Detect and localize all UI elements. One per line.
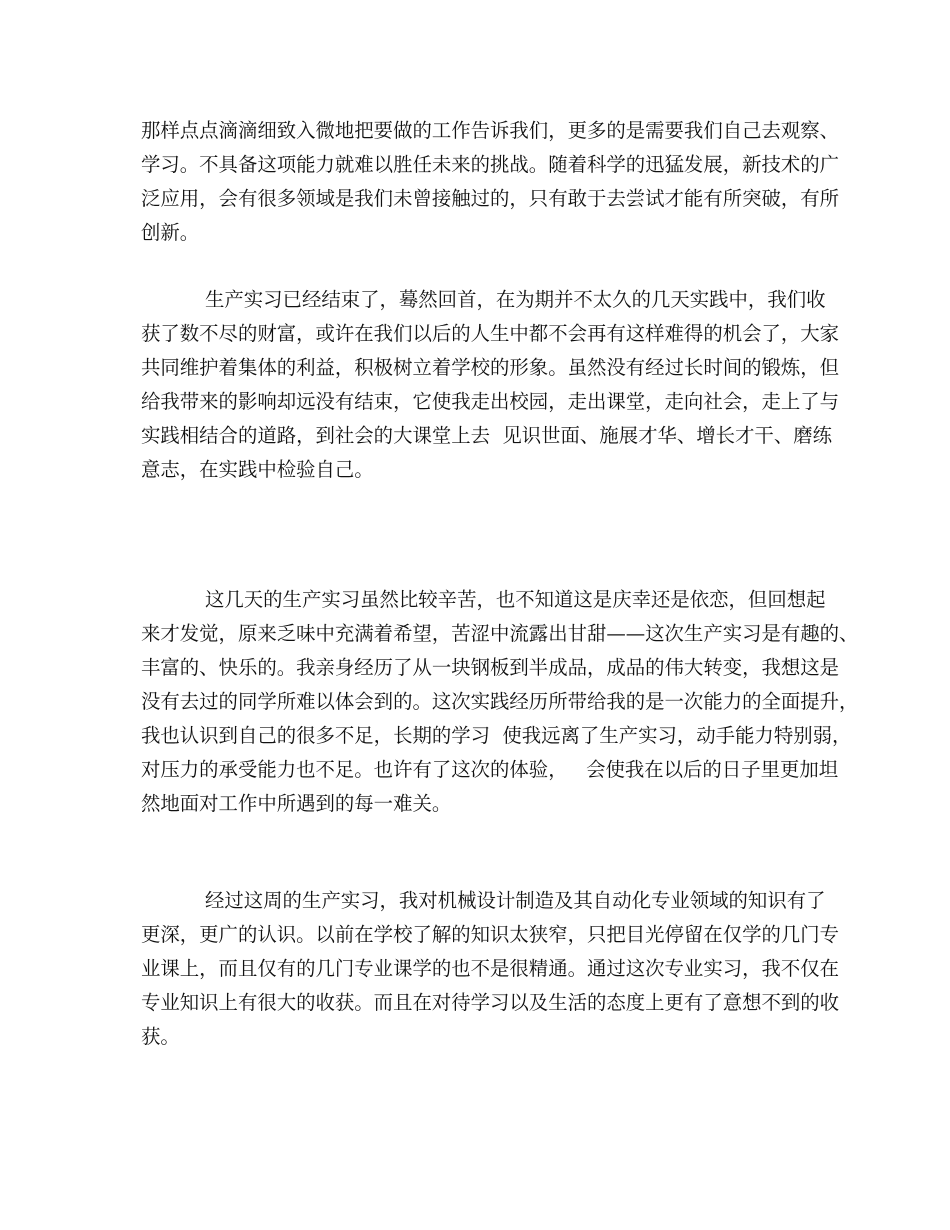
paragraph-line: 专业知识上有很大的收获。而且在对待学习以及生活的态度上更有了意想不到的收 bbox=[141, 991, 840, 1014]
paragraph-line: 实践相结合的道路，到社会的大课堂上去 见识世面、施展才华、增长才干、磨练 bbox=[141, 424, 832, 447]
paragraph-line: 然地面对工作中所遇到的每一难关。 bbox=[141, 792, 452, 815]
paragraph-line: 获了数不尽的财富，或许在我们以后的人生中都不会再有这样难得的机会了，大家 bbox=[141, 322, 840, 345]
paragraph-line: 那样点点滴滴细致入微地把要做的工作告诉我们，更多的是需要我们自己去观察、 bbox=[141, 119, 840, 142]
paragraph-line: 获。 bbox=[141, 1025, 180, 1048]
paragraph-line: 我也认识到自己的很多不足，长期的学习 使我远离了生产实习，动手能力特别弱， bbox=[141, 724, 852, 747]
paragraph-line: 学习。不具备这项能力就难以胜任未来的挑战。随着科学的迅猛发展，新技术的广 bbox=[141, 153, 840, 176]
paragraph-line: 生产实习已经结束了，蓦然回首，在为期并不太久的几天实践中，我们收 bbox=[205, 288, 826, 311]
paragraph-line: 共同维护着集体的利益，积极树立着学校的形象。虽然没有经过长时间的锻炼，但 bbox=[141, 356, 840, 379]
paragraph-line: 给我带来的影响却远没有结束，它使我走出校园，走出课堂，走向社会，走上了与 bbox=[141, 390, 840, 413]
paragraph-line: 对压力的承受能力也不足。也许有了这次的体验， 会使我在以后的日子里更加坦 bbox=[141, 758, 839, 781]
paragraph-line: 这几天的生产实习虽然比较辛苦，也不知道这是庆幸还是依恋，但回想起 bbox=[205, 588, 826, 611]
paragraph-line: 来才发觉，原来乏味中充满着希望，苦涩中流露出甘甜——这次生产实习是有趣的、 bbox=[141, 622, 859, 645]
paragraph-line: 意志，在实践中检验自己。 bbox=[141, 458, 374, 481]
paragraph-line: 丰富的、快乐的。我亲身经历了从一块钢板到半成品，成品的伟大转变，我想这是 bbox=[141, 656, 840, 679]
paragraph-line: 泛应用，会有很多领域是我们未曾接触过的，只有敢于去尝试才能有所突破，有所 bbox=[141, 187, 840, 210]
paragraph-line: 更深，更广的认识。以前在学校了解的知识太狭窄，只把目光停留在仅学的几门专 bbox=[141, 923, 840, 946]
paragraph-line: 业课上，而且仅有的几门专业课学的也不是很精通。通过这次专业实习，我不仅在 bbox=[141, 957, 840, 980]
paragraph-line: 经过这周的生产实习，我对机械设计制造及其自动化专业领域的知识有了 bbox=[205, 889, 826, 912]
paragraph-line: 没有去过的同学所难以体会到的。这次实践经历所带给我的是一次能力的全面提升， bbox=[141, 690, 859, 713]
paragraph-line: 创新。 bbox=[141, 221, 200, 244]
